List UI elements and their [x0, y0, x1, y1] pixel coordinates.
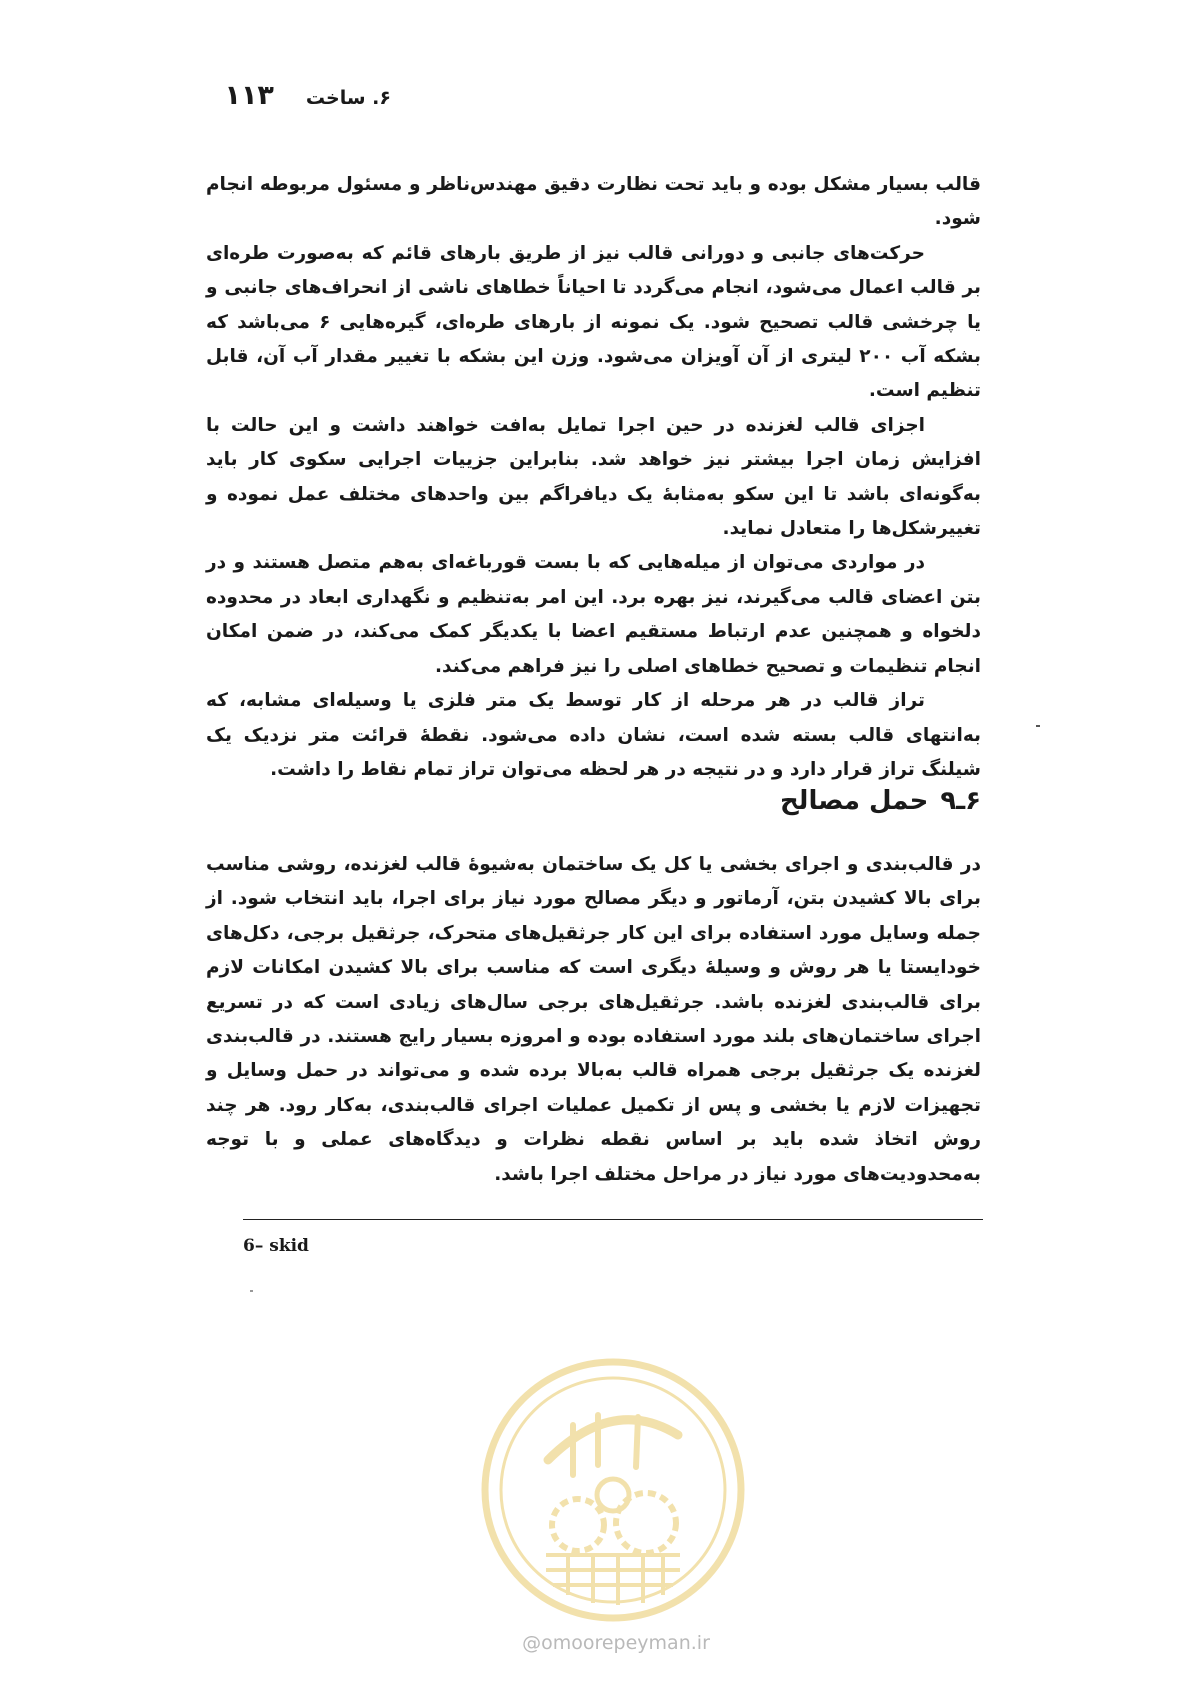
stray-mark: [250, 1290, 253, 1292]
watermark-seal-icon: [478, 1355, 748, 1625]
paragraph: اجزای قالب لغزنده در حین اجرا تمایل به‌افت خواهند داشت و این حالت با افزایش زمان اجرا بیشتر نیز خواهد شد. بنابراین جزییات اجرایی سکوی کار باید به‌گونه‌ای باشد تا این سکو به‌مثابهٔ یک دیافراگم بین واحدهای مختلف عمل نموده و تغییرشکل‌ها را متعادل نماید.: [206, 414, 981, 540]
margin-dot: [1036, 725, 1040, 727]
section-heading: [481, 786, 981, 816]
paragraph: تراز قالب در هر مرحله از کار توسط یک متر فلزی یا وسیله‌ای مشابه، که به‌انتهای قالب بسته شده است، نشان داده می‌شود. نقطهٔ قرائت متر نزدیک یک شیلنگ تراز قرار دارد و در نتیجه در هر لحظه می‌توان تراز تمام نقاط را داشت.: [206, 690, 981, 780]
paragraph: حرکت‌های جانبی و دورانی قالب نیز از طریق بارهای قائم که به‌صورت طره‌ای بر قالب اعمال می‌شود، انجام می‌گردد تا احیاناً خطاهای ناشی از انحراف‌های جانبی و یا چرخشی قالب تصحیح شود. یک نمونه از بارهای طره‌ای، گیره‌هایی ۶ می‌باشد که بشکه آب ۲۰۰ لیتری از آن آویزان می‌شود. وزن این بشکه با تغییر مقدار آب آن، قابل تنظیم است.: [206, 242, 982, 402]
body-section-a: [206, 168, 981, 787]
footnote: 6– skid: [243, 1236, 309, 1256]
footnote-rule: [243, 1219, 983, 1220]
paragraph: در قالب‌بندی و اجرای بخشی یا کل یک ساختمان به‌شیوهٔ قالب لغزنده، روشی مناسب برای بالا کشیدن بتن، آرماتور و دیگر مصالح مورد نیاز برای اجرا، باید انتخاب شود. از جمله وسایل مورد استفاده برای این کار جرثقیل‌های متحرک، جرثقیل برجی، دکل‌های خودایستا یا هر روش و وسیلهٔ دیگری است که مناسب برای بالا کشیدن امکانات لازم برای قالب‌بندی لغزنده باشد. جرثقیل‌های برجی سال‌های زیادی است که در تسریع اجرای ساختمان‌های بلند مورد استفاده بوده و امروزه بسیار رایج هستند. در قالب‌بندی لغزنده یک جرثقیل برجی همراه قالب به‌بالا برده شده و می‌تواند در حمل وسایل و تجهیزات لازم یا بخشی و پس از تکمیل عملیات اجرای قالب‌بندی، به‌کار رود. هر چند روش اتخاذ شده باید بر اساس نقطه نظرات و دیدگاه‌های عملی و با توجه به‌محدودیت‌های مورد نیاز در مراحل مختلف اجرا باشد.: [206, 854, 981, 1185]
paragraph: قالب بسیار مشکل بوده و باید تحت نظارت دقیق مهندس‌ناظر و مسئول مربوطه انجام شود.: [206, 174, 981, 230]
paragraph: در مواردی می‌توان از میله‌هایی که با بست قورباغه‌ای به‌هم متصل هستند و در بتن اعضای قالب می‌گیرند، نیز بهره برد. این امر به‌تنظیم و نگهداری ابعاد در محدوده دلخواه و همچنین عدم ارتباط مستقیم اعضا با یکدیگر کمک می‌کند، در ضمن امکان انجام تنظیمات و تصحیح خطاهای اصلی را نیز فراهم می‌کند.: [206, 552, 981, 677]
section-title: حمل مصالح: [779, 786, 929, 816]
running-header: [211, 80, 391, 112]
chapter-title: ۶. ساخت: [305, 87, 391, 109]
section-number: ۶ـ۹: [940, 786, 981, 816]
watermark-url: @omoorepeyman.ir: [522, 1632, 710, 1654]
body-section-b: [206, 848, 981, 1192]
page-number: ۱۱۳: [224, 80, 274, 111]
